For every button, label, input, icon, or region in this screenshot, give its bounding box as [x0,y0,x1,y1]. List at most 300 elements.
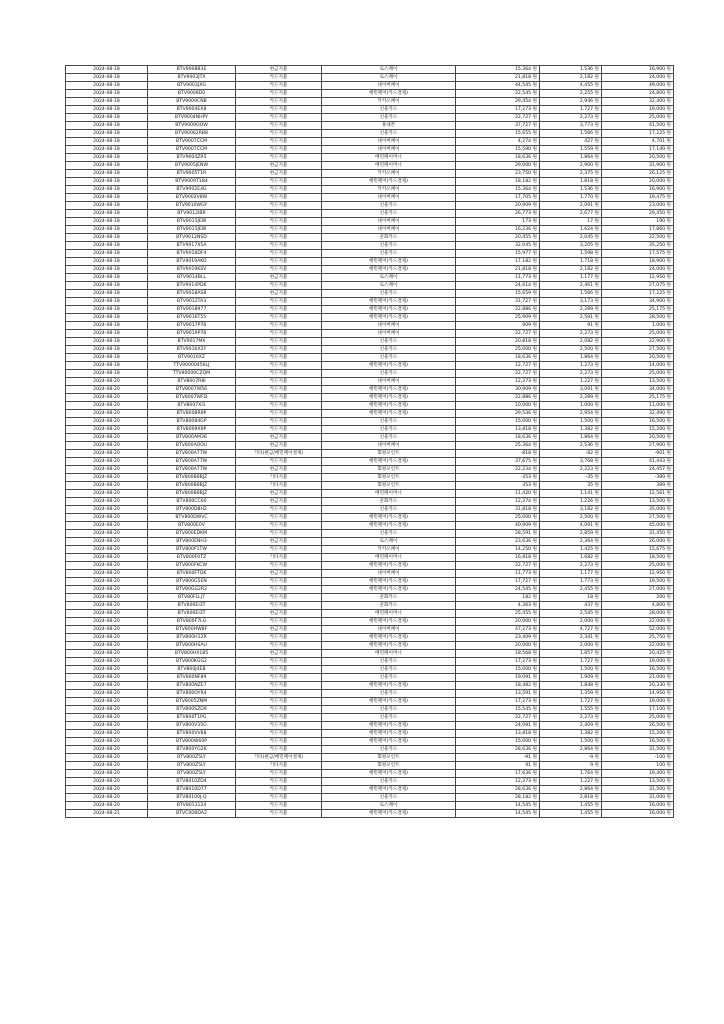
amount-value: 31,500 [649,747,666,752]
currency-unit: 원 [594,99,599,104]
cell-vat [540,194,602,202]
cell-payment-method: 네이버페이 [322,146,456,154]
cell-payment-method: 신용카드 [322,690,456,698]
cell-payment-type: 현금지불 [236,466,322,474]
cell-payment-type: 카드지불 [236,642,322,650]
amount-value: 29,000 [515,163,532,168]
amount-value: 21,818 [515,75,532,80]
table-row [66,186,674,194]
cell-vat [540,506,602,514]
amount-value: 1,227 [579,379,594,384]
currency-unit: 원 [532,283,537,288]
amount-value: 4,727 [579,627,594,632]
cell-total [602,794,674,802]
table-row [66,610,674,618]
cell-vat [540,370,602,378]
currency-unit: 원 [594,323,599,328]
currency-unit: 원 [666,587,671,592]
cell-date: 2024-08-20 [66,642,148,650]
amount-value: 1,727 [579,107,594,112]
cell-total [602,682,674,690]
cell-order-id: BTV800EDKM [148,530,236,538]
cell-payment-method: 문화카드 [322,498,456,506]
amount-value: 22,000 [649,619,666,624]
amount-value: 32,400 [649,99,666,104]
amount-value: 1,857 [579,651,594,656]
cell-payment-method: 배민페이머니 [322,650,456,658]
cell-date: 2024-08-18 [66,98,148,106]
cell-total [602,530,674,538]
amount-value: 15,000 [515,667,532,672]
cell-order-id: BTV800DWVC [148,514,236,522]
currency-unit: 원 [532,627,537,632]
cell-payment-method: 신용카드 [322,418,456,426]
cell-payment-type: 카드지불 [236,266,322,274]
currency-unit: 원 [594,315,599,320]
cell-payment-method: 배민페이(카드결제) [322,634,456,642]
cell-date: 2024-08-20 [66,482,148,490]
cell-date: 2024-08-20 [66,466,148,474]
amount-value: 25,175 [649,307,666,312]
cell-payment-method: 신용카드 [322,426,456,434]
cell-vat [540,74,602,82]
amount-value: 1,359 [579,691,594,696]
cell-date: 2024-08-20 [66,738,148,746]
cell-date: 2024-08-18 [66,282,148,290]
cell-total [602,594,674,602]
cell-vat [540,714,602,722]
cell-order-id: BTV9007CCM [148,146,236,154]
amount-value: 2,864 [579,747,594,752]
cell-total [602,738,674,746]
cell-date: 2024-08-20 [66,410,148,418]
amount-value: 25,909 [515,315,532,320]
cell-supply-amount [456,314,540,322]
cell-order-id: BTV9010WGY [148,202,236,210]
currency-unit: 원 [532,531,537,536]
cell-supply-amount [456,434,540,442]
currency-unit: 원 [666,187,671,192]
table-row [66,442,674,450]
cell-date: 2024-08-18 [66,226,148,234]
cell-payment-type: 기타지불 [236,762,322,770]
cell-payment-method: 배민페이(카드결제) [322,682,456,690]
cell-supply-amount [456,98,540,106]
currency-unit: 원 [594,667,599,672]
cell-payment-method: 배민페이(카드결제) [322,386,456,394]
currency-unit: 원 [594,347,599,352]
amount-value: 28,500 [649,315,666,320]
table-row [66,482,674,490]
currency-unit: 원 [666,379,671,384]
currency-unit: 원 [594,123,599,128]
cell-total [602,546,674,554]
currency-unit: 원 [532,211,537,216]
currency-unit: 원 [666,539,671,544]
currency-unit: 원 [594,507,599,512]
cell-vat [540,562,602,570]
amount-value: 26,000 [649,539,666,544]
amount-value: 1,559 [579,147,594,152]
amount-value: 2,375 [579,171,594,176]
cell-vat [540,770,602,778]
cell-vat [540,434,602,442]
currency-unit: 원 [666,331,671,336]
amount-value: 31,818 [515,507,532,512]
cell-total [602,170,674,178]
table-row [66,226,674,234]
cell-order-id: BTV9005T1R [148,170,236,178]
cell-supply-amount [456,554,540,562]
currency-unit: 원 [594,595,599,600]
table-row [66,554,674,562]
amount-value: 1,500 [579,667,594,672]
cell-payment-method: 네이버페이 [322,626,456,634]
currency-unit: 원 [532,467,537,472]
table-row [66,346,674,354]
currency-unit: 원 [594,411,599,416]
cell-date: 2024-08-18 [66,346,148,354]
table-row [66,578,674,586]
currency-unit: 원 [594,83,599,88]
amount-value: 17,636 [515,771,532,776]
currency-unit: 원 [594,491,599,496]
currency-unit: 원 [594,619,599,624]
cell-vat [540,794,602,802]
cell-date: 2024-08-18 [66,154,148,162]
cell-date: 2024-08-20 [66,386,148,394]
currency-unit: 원 [532,779,537,784]
table-row [66,162,674,170]
cell-payment-type: 카드지불 [236,106,322,114]
currency-unit: 원 [594,747,599,752]
cell-total [602,466,674,474]
currency-unit: 원 [532,523,537,528]
currency-unit: 원 [666,555,671,560]
cell-total [602,98,674,106]
cell-supply-amount [456,122,540,130]
amount-value: 29,450 [649,211,666,216]
cell-vat [540,258,602,266]
cell-order-id: BTV800B8BJZ [148,474,236,482]
cell-total [602,506,674,514]
cell-order-id: BTV800AM36 [148,434,236,442]
currency-unit: 원 [594,611,599,616]
cell-total [602,434,674,442]
amount-value: 1,177 [579,275,594,280]
currency-unit: 원 [532,539,537,544]
cell-order-id: BTV9012TA3 [148,298,236,306]
cell-date: 2024-08-20 [66,674,148,682]
currency-unit: 원 [666,451,671,456]
table-row [66,738,674,746]
currency-unit: 원 [594,267,599,272]
cell-total [602,162,674,170]
cell-date: 2024-08-20 [66,586,148,594]
cell-payment-type: 카드지불 [236,194,322,202]
cell-date: 2024-08-18 [66,322,148,330]
cell-payment-type: 카드지불 [236,426,322,434]
table-row [66,378,674,386]
cell-date: 2024-08-20 [66,698,148,706]
currency-unit: 원 [532,491,537,496]
cell-total [602,498,674,506]
cell-payment-type: 카드지불 [236,218,322,226]
cell-supply-amount [456,242,540,250]
table-row [66,266,674,274]
cell-order-id: BTV8010D77 [148,786,236,794]
cell-payment-type: 카드지불 [236,186,322,194]
cell-payment-method: 배민페이(카드결제) [322,306,456,314]
cell-vat [540,386,602,394]
amount-value: 17,273 [515,107,532,112]
amount-value: 437 [584,603,594,608]
cell-vat [540,762,602,770]
cell-order-id: BTV9019P78 [148,330,236,338]
amount-value: 15,364 [515,67,532,72]
amount-value: 3,768 [579,459,594,464]
cell-payment-type: 카드지불 [236,682,322,690]
amount-value: 2,591 [579,315,594,320]
currency-unit: 원 [532,403,537,408]
currency-unit: 원 [594,67,599,72]
amount-value: 1,455 [579,803,594,808]
amount-value: 24,091 [515,723,532,728]
currency-unit: 원 [532,811,537,816]
amount-value: 35,000 [649,507,666,512]
cell-payment-type: 카드지불 [236,98,322,106]
amount-value: 2,289 [579,395,594,400]
currency-unit: 원 [666,475,671,480]
amount-value: 41,500 [649,123,666,128]
cell-payment-type: 카드지불 [236,234,322,242]
table-row [66,194,674,202]
cell-supply-amount [456,394,540,402]
amount-value: 24,545 [515,587,532,592]
table-row [66,114,674,122]
cell-date: 2024-08-20 [66,746,148,754]
currency-unit: 원 [594,107,599,112]
cell-payment-type: 현금지불 [236,490,322,498]
currency-unit: 원 [532,563,537,568]
table-row [66,330,674,338]
amount-value: 4,800 [651,603,666,608]
cell-total [602,714,674,722]
cell-vat [540,282,602,290]
cell-vat [540,402,602,410]
cell-date: 2024-08-20 [66,514,148,522]
currency-unit: 원 [666,123,671,128]
cell-date: 2024-08-20 [66,570,148,578]
table-row [66,682,674,690]
cell-supply-amount [456,170,540,178]
cell-vat [540,138,602,146]
cell-order-id: BTV9015JEW [148,226,236,234]
amount-value: 22,900 [649,339,666,344]
cell-vat [540,810,602,818]
amount-value: 12,950 [649,571,666,576]
cell-order-id: BTV9009OOW [148,122,236,130]
cell-vat [540,626,602,634]
cell-supply-amount [456,650,540,658]
cell-payment-method: 배민페이(카드결제) [322,562,456,570]
cell-vat [540,634,602,642]
currency-unit: 원 [594,155,599,160]
currency-unit: 원 [666,627,671,632]
cell-vat [540,442,602,450]
table-row [66,106,674,114]
amount-value: 31,450 [649,531,666,536]
currency-unit: 원 [666,563,671,568]
table-row [66,626,674,634]
cell-supply-amount [456,658,540,666]
table-row [66,666,674,674]
currency-unit: 원 [594,787,599,792]
amount-value: 15,000 [515,419,532,424]
table-row [66,274,674,282]
amount-value: 22,727 [515,715,532,720]
cell-payment-method: 신용카드 [322,346,456,354]
table-row [66,82,674,90]
cell-date: 2024-08-20 [66,442,148,450]
currency-unit: 원 [666,675,671,680]
cell-vat [540,418,602,426]
currency-unit: 원 [594,227,599,232]
cell-date: 2024-08-20 [66,546,148,554]
cell-payment-type: 카드지불 [236,722,322,730]
cell-date: 2024-08-18 [66,146,148,154]
currency-unit: 원 [532,395,537,400]
currency-unit: 원 [666,579,671,584]
cell-date: 2024-08-20 [66,426,148,434]
currency-unit: 원 [666,107,671,112]
amount-value: 17,273 [515,699,532,704]
cell-payment-method: 배민페이(카드결제) [322,90,456,98]
currency-unit: 원 [666,235,671,240]
currency-unit: 원 [532,603,537,608]
currency-unit: 원 [666,387,671,392]
cell-order-id: BTVC00BDA2 [148,810,236,818]
cell-total [602,194,674,202]
cell-supply-amount [456,570,540,578]
amount-value: 45,000 [649,523,666,528]
cell-date: 2024-08-18 [66,242,148,250]
amount-value: 2,223 [579,467,594,472]
cell-order-id: BTV9002E4G [148,186,236,194]
cell-total [602,154,674,162]
currency-unit: 원 [532,115,537,120]
amount-value: 49,000 [649,83,666,88]
amount-value: 1,500 [579,419,594,424]
cell-order-id: BTV8007WFD [148,394,236,402]
currency-unit: 원 [666,507,671,512]
currency-unit: 원 [666,419,671,424]
cell-vat [540,226,602,234]
currency-unit: 원 [594,603,599,608]
cell-total [602,746,674,754]
cell-order-id: BTV800W60P [148,738,236,746]
cell-payment-method: 네이버페이 [322,218,456,226]
amount-value: 13,500 [649,779,666,784]
currency-unit: 원 [666,163,671,168]
amount-value: 25,000 [649,563,666,568]
amount-value: 18,636 [515,355,532,360]
cell-vat [540,458,602,466]
currency-unit: 원 [594,307,599,312]
cell-vat [540,234,602,242]
currency-unit: 원 [594,115,599,120]
cell-payment-method: 신용카드 [322,250,456,258]
cell-total [602,258,674,266]
cell-date: 2024-08-18 [66,186,148,194]
cell-supply-amount [456,810,540,818]
amount-value: 19,400 [649,771,666,776]
cell-payment-type: 카드지불 [236,562,322,570]
table-row [66,418,674,426]
cell-payment-method: 토스페이 [322,274,456,282]
cell-supply-amount [456,186,540,194]
cell-payment-method: 신용카드 [322,114,456,122]
currency-unit: 원 [666,723,671,728]
amount-value: 1,536 [579,187,594,192]
cell-supply-amount [456,530,540,538]
cell-order-id: BTV800V35G [148,722,236,730]
cell-order-id: BTV9016T55 [148,314,236,322]
cell-supply-amount [456,610,540,618]
cell-order-id: BTV9012NSD [148,234,236,242]
cell-payment-type: 카드지불 [236,618,322,626]
amount-value: 2,364 [579,539,594,544]
currency-unit: 원 [594,811,599,816]
currency-unit: 원 [532,659,537,664]
currency-unit: 원 [666,667,671,672]
cell-date: 2024-08-18 [66,178,148,186]
cell-vat [540,786,602,794]
cell-payment-method: 배민페이(카드결제) [322,394,456,402]
amount-value: 2,273 [579,371,594,376]
amount-value: 12,273 [515,379,532,384]
cell-supply-amount [456,178,540,186]
currency-unit: 원 [666,307,671,312]
cell-date: 2024-08-18 [66,210,148,218]
cell-payment-method: 신용카드 [322,106,456,114]
cell-vat [540,578,602,586]
cell-payment-method: 네이버페이 [322,322,456,330]
cell-payment-method: 신용카드 [322,290,456,298]
currency-unit: 원 [594,675,599,680]
amount-value: 29,454 [515,99,532,104]
currency-unit: 원 [666,731,671,736]
table-row [66,490,674,498]
table-row [66,434,674,442]
currency-unit: 원 [532,651,537,656]
currency-unit: 원 [666,611,671,616]
currency-unit: 원 [594,763,599,768]
cell-payment-type: 카드지불 [236,178,322,186]
cell-date: 2024-08-21 [66,810,148,818]
cell-vat [540,154,602,162]
amount-value: 27,500 [649,347,666,352]
cell-supply-amount [456,322,540,330]
amount-value: 3,173 [579,299,594,304]
cell-supply-amount [456,674,540,682]
amount-value: 2,000 [579,619,594,624]
cell-supply-amount [456,354,540,362]
amount-value: 24,000 [649,75,666,80]
cell-order-id: BTV80FLLJ7 [148,594,236,602]
cell-total [602,642,674,650]
cell-date: 2024-08-20 [66,530,148,538]
